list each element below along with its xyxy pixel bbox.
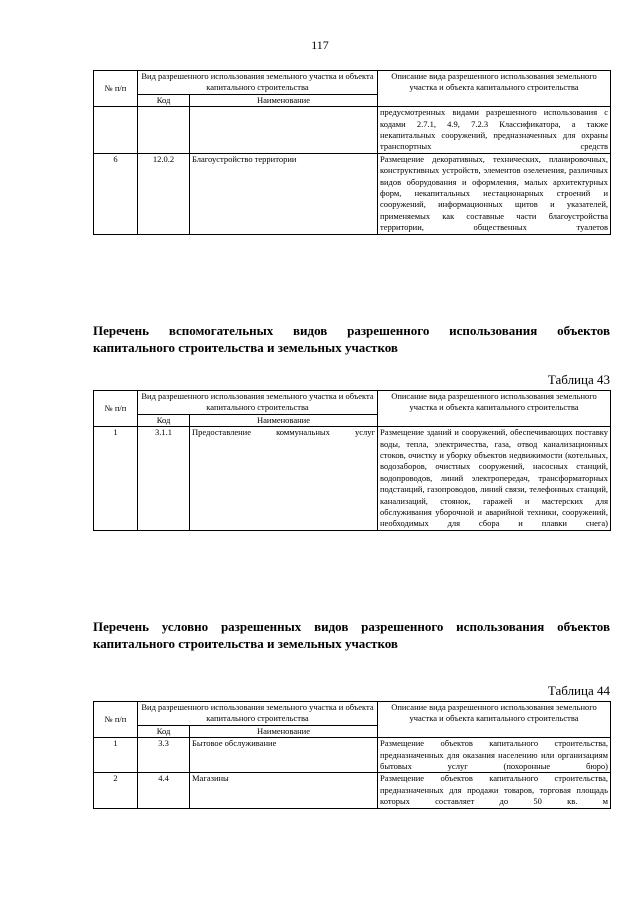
section-heading-auxiliary — [93, 322, 610, 356]
col-group-header: Вид разрешенного использования земельного участка и объекта капитального строительства — [138, 71, 378, 95]
row-description: Размещение объектов капитального строительства, предназначенных для оказания населению или организациям бытовых услуг (похоронные бюро) — [378, 738, 611, 773]
col-description-header: Описание вида разрешенного использования земельного участка и объекта капитального строительства — [378, 71, 611, 107]
row-name: Благоустройство территории — [190, 153, 378, 234]
row-num: 6 — [94, 153, 138, 234]
page-number: 117 — [311, 38, 329, 52]
table-row — [94, 738, 611, 773]
row-description: Размещение зданий и сооружений, обеспечивающих поставку воды, тепла, электричества, газа, отвод канализационных стоков, очистку и уборку объектов недвижимости (котельных, водозаборов, очистных сооружений, насосных станций, водопроводов, линий электропередач, трансформаторных подстанций, газопроводов, линий связи, телефонных станций, канализаций, стоянок, гаражей и мастерских для обслуживания уборочной и аварийной техники, сооружений, необходимых для сбора и плавки снега) — [378, 427, 611, 531]
row-code: 4.4 — [138, 773, 190, 808]
row-name: Бытовое обслуживание — [190, 738, 378, 773]
table-row — [94, 153, 611, 234]
row-code — [138, 107, 190, 154]
col-code-header: Код — [138, 725, 190, 737]
row-name — [190, 107, 378, 154]
col-name-header: Наименование — [190, 414, 378, 426]
heading-text: Перечень вспомогательных видов разрешенного использования объектов капитального строительства и земельных участков — [93, 323, 610, 355]
row-num: 1 — [94, 427, 138, 531]
table-row — [94, 107, 611, 154]
row-code: 3.3 — [138, 738, 190, 773]
row-num: 2 — [94, 773, 138, 808]
row-code: 12.0.2 — [138, 153, 190, 234]
col-name-header: Наименование — [190, 94, 378, 106]
col-group-header: Вид разрешенного использования земельного участка и объекта капитального строительства — [138, 702, 378, 726]
table-43-label: Таблица 43 — [547, 372, 610, 387]
col-description-header: Описание вида разрешенного использования земельного участка и объекта капитального строительства — [378, 391, 611, 427]
row-num: 1 — [94, 738, 138, 773]
col-description-header: Описание вида разрешенного использования земельного участка и объекта капитального строительства — [378, 702, 611, 738]
table-44-label: Таблица 44 — [547, 683, 610, 698]
col-num-header: № п/п — [94, 71, 138, 107]
row-description: предусмотренных видами разрешенного использования с кодами 2.7.1, 4.9, 7.2.3 Классификатора, а также некапитальных сооружений, предназначенных для охраны транспортных средств — [378, 107, 611, 154]
row-name: Магазины — [190, 773, 378, 808]
table-row — [94, 427, 611, 531]
heading-text: Перечень условно разрешенных видов разрешенного использования объектов капитального строительства и земельных участков — [93, 619, 610, 651]
row-code: 3.1.1 — [138, 427, 190, 531]
col-num-header: № п/п — [94, 702, 138, 738]
row-name: Предоставление коммунальных услуг — [190, 427, 378, 531]
row-description: Размещение объектов капитального строительства, предназначенных для продажи товаров, торговая площадь которых составляет до 50 кв. м — [378, 773, 611, 808]
table-row — [94, 773, 611, 808]
col-code-header: Код — [138, 94, 190, 106]
table-continuation — [93, 70, 611, 235]
col-name-header: Наименование — [190, 725, 378, 737]
table-44 — [93, 701, 611, 809]
section-heading-conditional — [93, 618, 610, 652]
row-description: Размещение декоративных, технических, планировочных, конструктивных устройств, элементов озеленения, различных видов оборудования и оформления, малых архитектурных форм, некапитальных нестационарных строений и сооружений, информационных щитов и указателей, применяемых как составные части благоустройства территории, общественных туалетов — [378, 153, 611, 234]
row-num — [94, 107, 138, 154]
col-code-header: Код — [138, 414, 190, 426]
table-43 — [93, 390, 611, 531]
col-group-header: Вид разрешенного использования земельного участка и объекта капитального строительства — [138, 391, 378, 415]
col-num-header: № п/п — [94, 391, 138, 427]
